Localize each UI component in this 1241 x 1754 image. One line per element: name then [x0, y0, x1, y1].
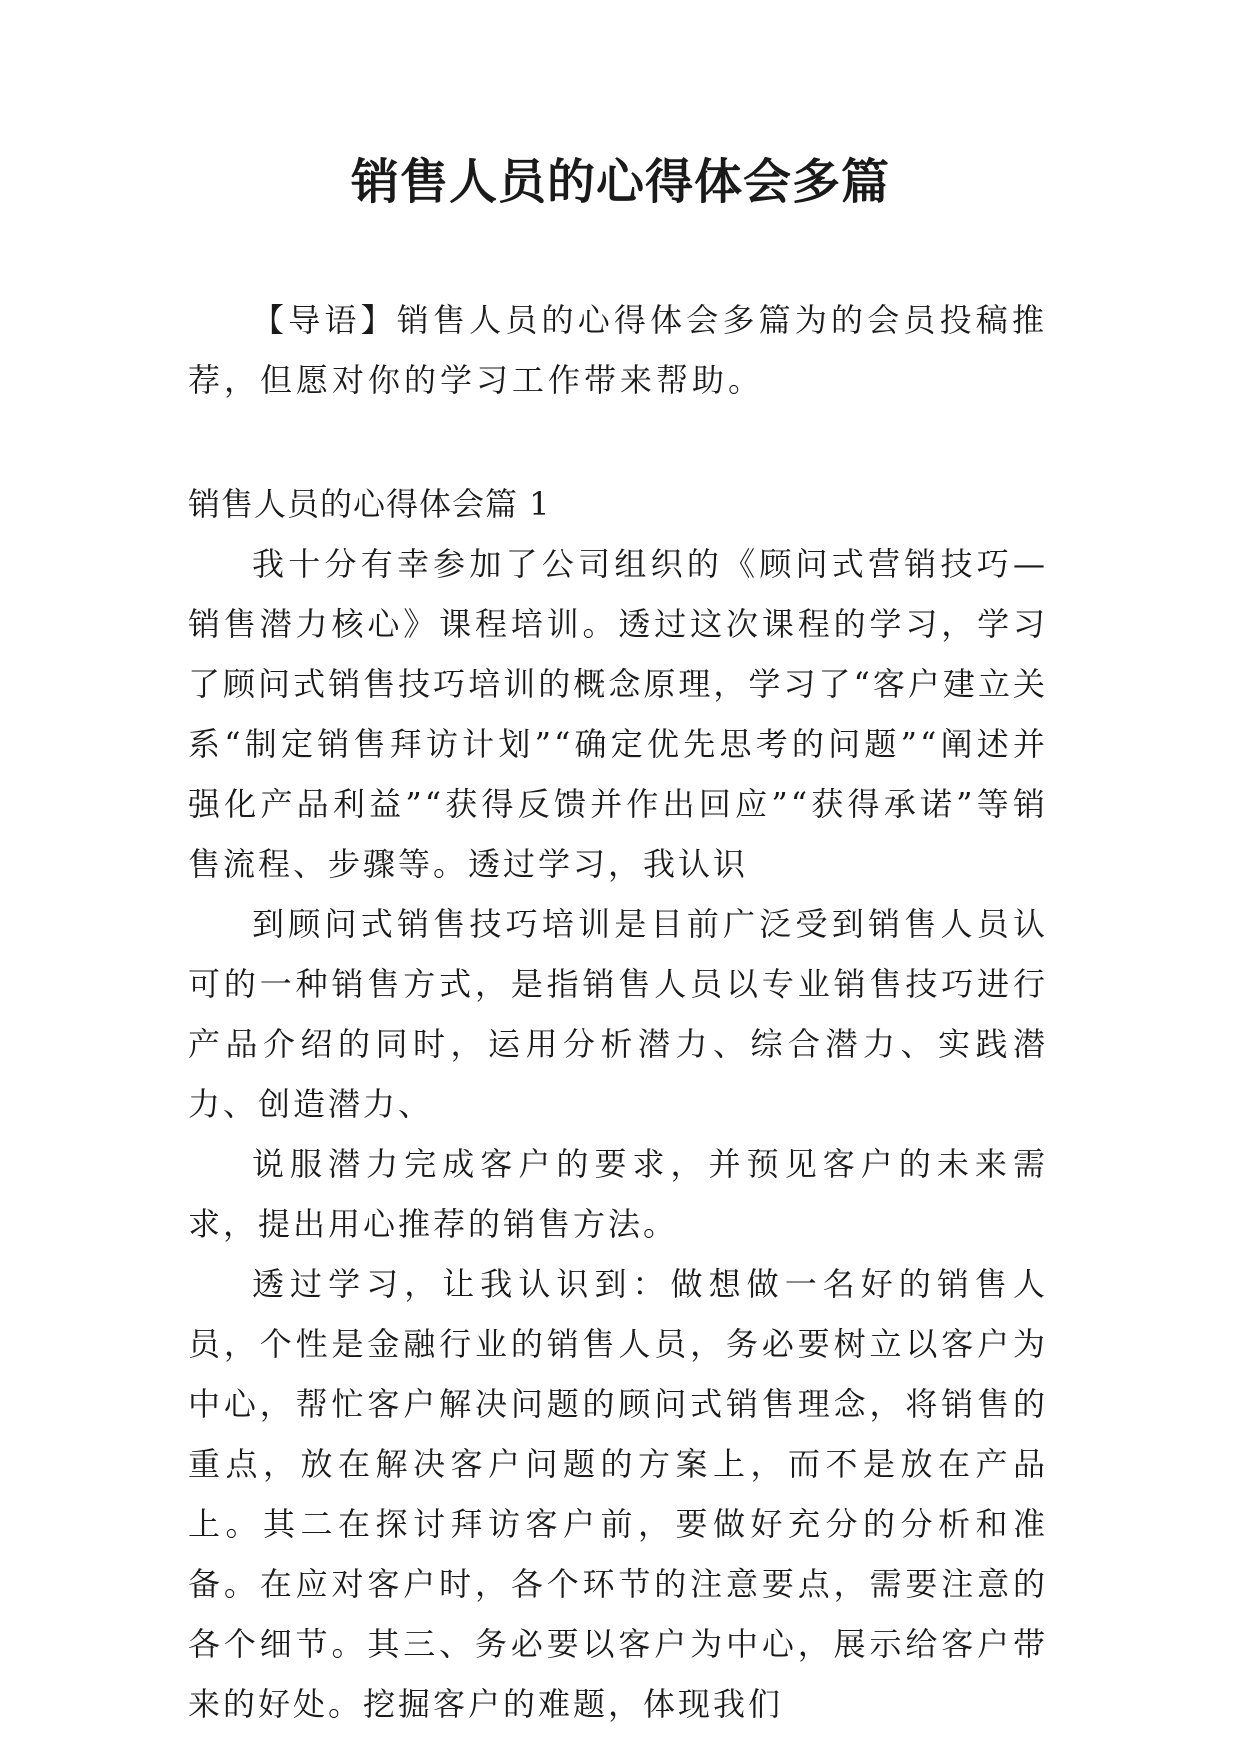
intro-paragraph: 【导语】销售人员的心得体会多篇为的会员投稿推荐，但愿对你的学习工作带来帮助。 — [188, 301, 1048, 399]
document-title: 销售人员的心得体会多篇 — [350, 154, 890, 210]
body-paragraph-4: 透过学习，让我认识到：做想做一名好的销售人员，个性是金融行业的销售人员，务必要树立以客户为中心，帮忙客户解决问题的顾问式销售理念，将销售的重点，放在解决客户问题的方案上，而不是放在产品上。其二在探讨拜访客户前，要做好充分的分析和准备。在应对客户时，各个环节的注意要点，需要注意的各个细节。其三、务必要以客户为中心，展示给客户带来的好处。挖掘客户的难题，体现我们 — [188, 1265, 1048, 1723]
section-heading: 销售人员的心得体会篇 1 — [188, 485, 551, 523]
body-paragraph-1: 我十分有幸参加了公司组织的《顾问式营销技巧—销售潜力核心》课程培训。透过这次课程的学习，学习了顾问式销售技巧培训的概念原理，学习了“客户建立关系“制定销售拜访计划”“确定优先思考的问题”“阐述并强化产品利益”“获得反馈并作出回应”“获得承诺”等销售流程、步骤等。透过学习，我认识 — [188, 545, 1048, 883]
document-body — [188, 290, 1048, 1734]
body-paragraph-3: 说服潜力完成客户的要求，并预见客户的未来需求，提出用心推荐的销售方法。 — [188, 1145, 1048, 1243]
body-paragraph-2: 到顾问式销售技巧培训是目前广泛受到销售人员认可的一种销售方式，是指销售人员以专业销售技巧进行产品介绍的同时，运用分析潜力、综合潜力、实践潜力、创造潜力、 — [188, 905, 1048, 1123]
